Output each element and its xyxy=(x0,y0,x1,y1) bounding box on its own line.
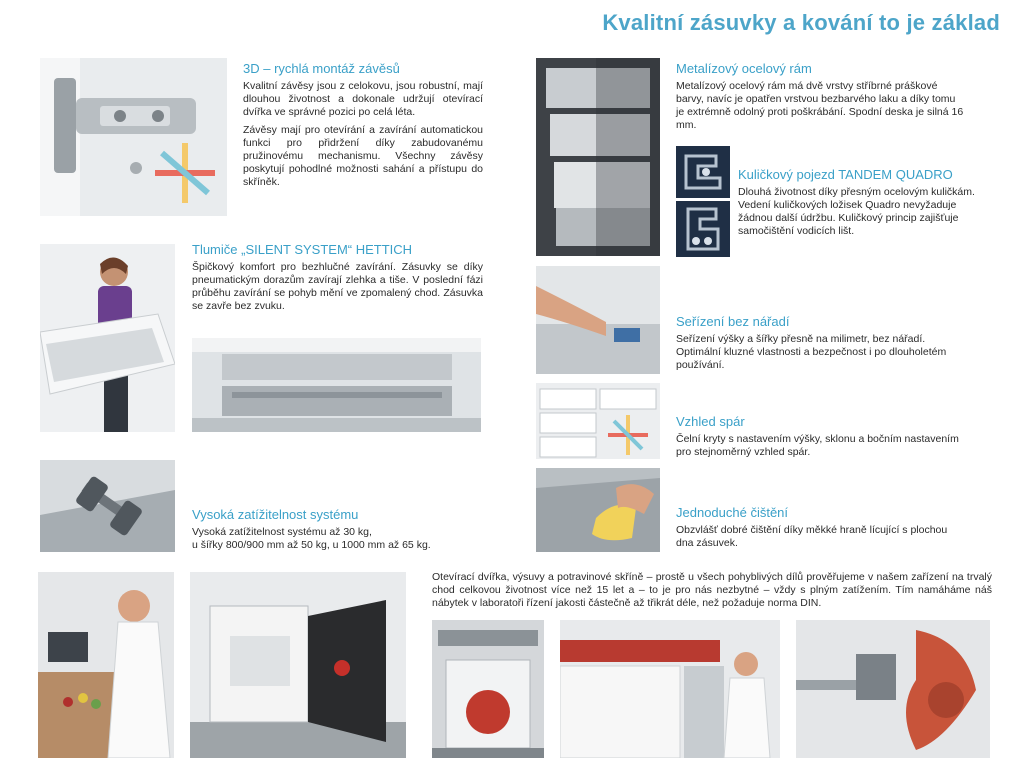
hinges-text-1: Kvalitní závěsy jsou z celokovu, jsou robustní, mají dlouhou životnost a dokonale udržují otevírací dvířka ve správné pozici po celá léta. xyxy=(243,80,483,118)
runner-text: Dlouhá životnost díky přesným ocelovým kuličkám. Vedení kuličkových ložisek Quadro nevyžaduje žádnou další údržbu. Kuličkový princip zajišťuje samočištění vodicích lišt. xyxy=(738,186,975,237)
runner-section xyxy=(738,167,978,243)
hinge-photo xyxy=(40,58,227,216)
robot-arm-photo xyxy=(796,620,990,758)
adjust-title: Seřízení bez nářadí xyxy=(676,314,790,329)
page-title: Kvalitní zásuvky a kování to je základ xyxy=(602,10,1000,35)
lab-machine-photo xyxy=(432,620,544,758)
tandem-runner-icon-bottom xyxy=(676,201,730,257)
load-title: Vysoká zatížitelnost systému xyxy=(192,507,359,522)
load-text-2: u šířky 800/900 mm až 50 kg, u 1000 mm až 65 kg. xyxy=(192,539,431,551)
adjust-section xyxy=(676,314,966,377)
bottom-description xyxy=(432,571,992,610)
lab-worker-drawers-photo xyxy=(560,620,780,758)
frame-section xyxy=(676,61,966,137)
test-cabinet-photo xyxy=(190,572,406,758)
cleaning-photo xyxy=(536,468,660,552)
frame-text: Metalízový ocelový rám má dvě vrstvy stříbrné práškové barvy, navíc je opatřen vrstvou bezbarvého laku a díky tomu je extrémně odolný proti poškrábání. Spodní deska je silná 16 mm. xyxy=(676,80,964,131)
dampers-title: Tlumiče „SILENT SYSTEM“ HETTICH xyxy=(192,242,413,257)
dampers-section xyxy=(192,242,483,318)
hinges-title: 3D – rychlá montáž závěsů xyxy=(243,61,400,76)
bottom-text: Otevírací dvířka, výsuvy a potravinové skříně – prostě u všech pohyblivých dílů prověřujeme v našem zařízení na trvalý chod celkovou životnost více než 15 let a – to je pro nás nezbytné – vždy s plným zatížením. Tím namáháme náš nábytek v laboratoři řízení jakosti částečně až třikrát déle, než požaduje norma DIN. xyxy=(432,571,992,609)
hinges-text-2: Závěsy mají pro otevírání a zavírání automatickou funkci pro přidržení díky zabudovanému pružinovému mechanismu. Všechny závěsy poskytují pohodlné možnosti sahání a přístupu do skříněk. xyxy=(243,124,483,188)
steel-frame-drawers-photo xyxy=(536,58,660,256)
gaps-title: Vzhled spár xyxy=(676,414,745,429)
dumbbell-drawer-photo xyxy=(40,460,175,552)
drawer-interior-photo xyxy=(192,338,481,432)
dampers-text: Špičkový komfort pro bezhlučné zavírání. Zásuvky se díky pneumatickým dorazům zavírají zlehka a tiše. V poslední fázi průběhu zavírání se pohyb mění ve zpomalený chod. Zásuvka se zavře bez zvuku. xyxy=(192,261,483,312)
hinges-section xyxy=(243,61,483,194)
lab-technician-photo xyxy=(38,572,174,758)
load-section xyxy=(192,507,483,557)
cleaning-text: Obzvlášť dobré čištění díky měkké hraně lícující s plochou dna zásuvek. xyxy=(676,524,948,549)
gaps-section xyxy=(676,414,966,464)
frame-title: Metalízový ocelový rám xyxy=(676,61,812,76)
load-text-1: Vysoká zatížitelnost systému až 30 kg, xyxy=(192,526,372,538)
gaps-text: Čelní kryty s nastavením výšky, sklonu a bočním nastavením pro stejnoměrný vzhled spár. xyxy=(676,433,959,458)
cleaning-section xyxy=(676,505,966,555)
gaps-photo xyxy=(536,383,660,459)
woman-drawer-photo xyxy=(40,244,175,432)
tandem-runner-icon-top xyxy=(676,146,730,198)
adjust-text: Seřízení výšky a šířky přesně na milimetr, bez nářadí. Optimální kluzné vlastnosti a bezpečnost i po dlouholetém používání. xyxy=(676,333,947,371)
adjustment-hand-photo xyxy=(536,266,660,374)
runner-title: Kuličkový pojezd TANDEM QUADRO xyxy=(738,167,953,182)
cleaning-title: Jednoduché čištění xyxy=(676,505,789,520)
